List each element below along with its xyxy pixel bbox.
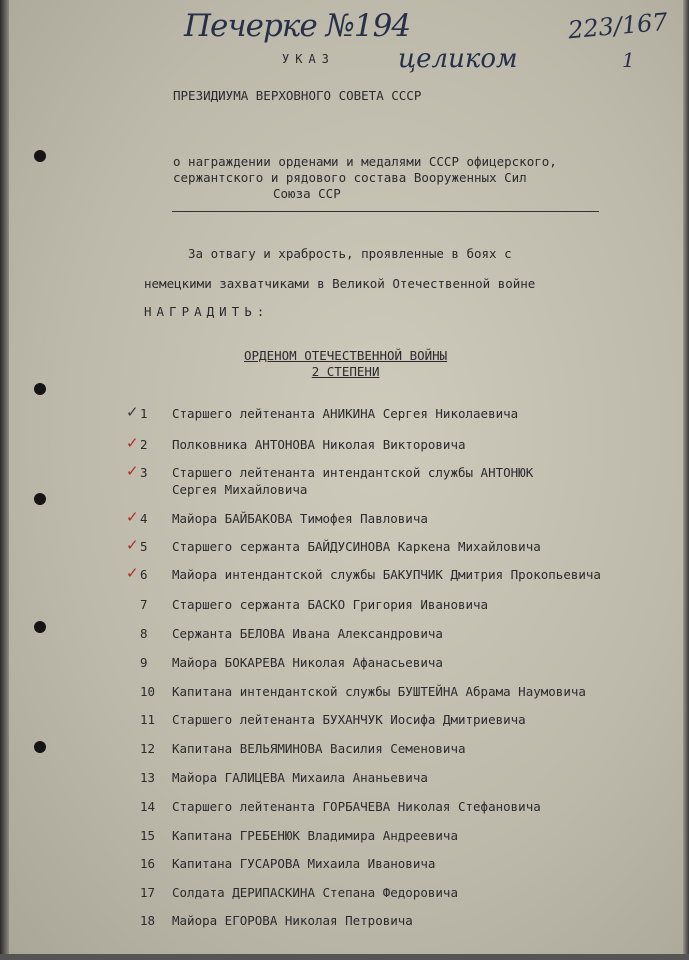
recipient-item	[140, 827, 458, 844]
order-heading	[244, 348, 447, 380]
recipient-text: Сержанта БЕЛОВА Ивана Александровича	[172, 626, 443, 641]
recipient-text: Майора БОКАРЕВА Николая Афанасьевича	[172, 655, 443, 670]
recipient-number: 17	[140, 885, 156, 900]
page-edge-bottom	[0, 954, 689, 960]
issuer-line: ПРЕЗИДИУМА ВЕРХОВНОГО СОВЕТА СССР	[173, 88, 422, 103]
recipient-item	[140, 683, 586, 700]
punch-hole	[34, 383, 46, 395]
recipient-item	[140, 654, 443, 671]
recipient-item	[140, 510, 428, 527]
recipient-text: Старшего лейтенанта АНИКИНА Сергея Николаевича	[172, 406, 519, 421]
check-mark-icon: ✓	[126, 508, 139, 526]
punch-hole	[34, 621, 46, 633]
recipient-number: 4	[140, 511, 148, 526]
intro-line: За отвагу и храбрость, проявленные в боях с	[188, 246, 512, 261]
recipient-item	[140, 625, 443, 642]
recipient-text: Старшего лейтенанта БУХАНЧУК Иосифа Дмитриевича	[172, 712, 526, 727]
handwritten-page-number: 1	[622, 48, 635, 72]
recipient-item	[140, 740, 466, 757]
recipient-number: 6	[140, 567, 148, 582]
check-mark-icon: ✓	[126, 434, 139, 452]
intro-line: немецкими захватчиками в Великой Отечественной войне	[144, 276, 536, 291]
check-mark-icon: ✓	[126, 462, 139, 480]
divider	[172, 211, 599, 212]
recipient-number: 3	[140, 465, 148, 480]
decree-heading: УКАЗ	[282, 52, 335, 66]
award-heading: НАГРАДИТЬ:	[144, 304, 270, 319]
recipient-number: 18	[140, 913, 156, 928]
handwritten-reference: 223/167	[566, 7, 669, 45]
recipient-item	[140, 566, 601, 583]
recipient-number: 13	[140, 770, 156, 785]
recipient-number: 12	[140, 741, 156, 756]
punch-hole	[34, 741, 46, 753]
recipient-text: Полковника АНТОНОВА Николая Викторовича	[172, 437, 466, 452]
recipient-text-continued: Сергея Михайловича	[172, 482, 308, 497]
recipient-item	[140, 464, 533, 498]
handwritten-title: Печерке №194	[184, 8, 411, 44]
recipient-text: Майора БАЙБАКОВА Тимофея Павловича	[172, 511, 428, 526]
recipient-text: Капитана интендантской службы БУШТЕЙНА Абрама Наумовича	[172, 684, 586, 699]
punch-hole	[34, 493, 46, 505]
recipient-item	[140, 855, 435, 872]
recipient-text: Старшего лейтенанта ГОРБАЧЕВА Николая Стефановича	[172, 799, 541, 814]
recipient-number: 15	[140, 828, 156, 843]
handwritten-note: целиком	[398, 44, 518, 74]
order-name: ОРДЕНОМ ОТЕЧЕСТВЕННОЙ ВОЙНЫ	[244, 348, 448, 363]
recipient-number: 2	[140, 437, 148, 452]
recipient-number: 1	[140, 406, 148, 421]
decree-subject	[173, 154, 557, 202]
recipient-number: 8	[140, 626, 148, 641]
recipient-text: Капитана ГРЕБЕНЮК Владимира Андреевича	[172, 828, 458, 843]
recipient-text: Капитана ВЕЛЬЯМИНОВА Василия Семеновича	[172, 741, 466, 756]
recipient-text: Майора ЕГОРОВА Николая Петровича	[172, 913, 413, 928]
recipient-item	[140, 912, 413, 929]
recipient-item	[140, 538, 541, 555]
recipient-text: Солдата ДЕРИПАСКИНА Степана Федоровича	[172, 885, 458, 900]
recipient-item	[140, 798, 541, 815]
recipient-number: 14	[140, 799, 156, 814]
recipient-number: 7	[140, 597, 148, 612]
order-degree: 2 СТЕПЕНИ	[311, 364, 380, 379]
recipient-text: Старшего сержанта БАЙДУСИНОВА Каркена Михайловича	[172, 539, 541, 554]
recipient-number: 5	[140, 539, 148, 554]
recipient-item	[140, 436, 466, 453]
recipient-item	[140, 884, 458, 901]
decree-subject-line: сержантского и рядового состава Вооруженных Сил	[173, 170, 527, 185]
recipient-text: Старшего лейтенанта интендантской службы АНТОНЮК	[172, 465, 534, 480]
check-mark-icon: ✓	[126, 564, 139, 582]
decree-subject-line: о награждении орденами и медалями СССР офицерского,	[173, 154, 557, 169]
recipient-text: Капитана ГУСАРОВА Михаила Ивановича	[172, 856, 436, 871]
recipient-text: Майора ГАЛИЦЕВА Михаила Ананьевича	[172, 770, 428, 785]
check-mark-icon: ✓	[126, 536, 139, 554]
recipient-item	[140, 769, 428, 786]
decree-subject-line: Союза ССР	[273, 186, 341, 201]
recipient-item	[140, 405, 518, 422]
recipient-item	[140, 596, 488, 613]
check-mark-icon: ✓	[126, 403, 139, 421]
page-edge-right	[683, 0, 689, 960]
recipient-number: 9	[140, 655, 148, 670]
punch-hole	[34, 150, 46, 162]
recipient-number: 11	[140, 712, 156, 727]
recipient-text: Майора интендантской службы БАКУПЧИК Дмитрия Прокопьевича	[172, 567, 601, 582]
recipient-text: Старшего сержанта БАСКО Григория Ивановича	[172, 597, 489, 612]
page-edge-left	[0, 0, 9, 960]
recipient-number: 10	[140, 684, 156, 699]
recipient-number: 16	[140, 856, 156, 871]
recipient-item	[140, 711, 526, 728]
